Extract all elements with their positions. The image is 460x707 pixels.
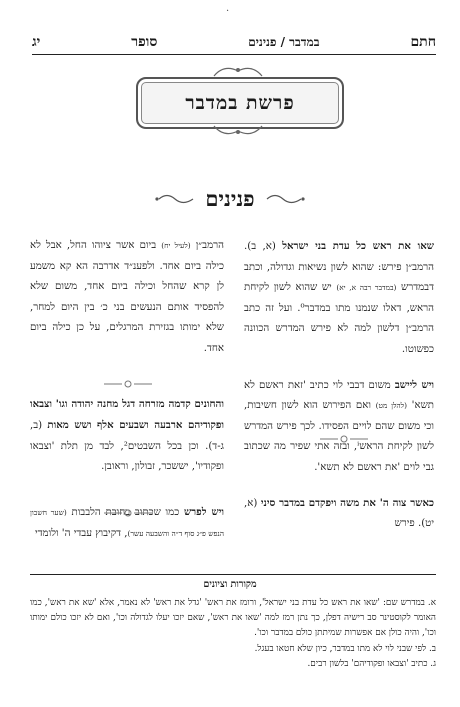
footnotes [30, 596, 436, 672]
verse-ref: (א, ב). [244, 241, 283, 252]
footnote: ב. לפי שבני לוי לא מתו במדבר, כיון שלא חטאו בעגל. [254, 643, 436, 654]
paragraph-text: כמו שכתוב בחובת הלבבות [66, 506, 184, 518]
paragraph-text: ביום אשר ציוהו החל, אבל לא כילה ביום אחד. ולפענ״ד אדרבה הא קא משמע לן קרא שהחל וכילה ביום אחד, משום שלא להפסיד אותם הנעשים בני כ׳ בין היום למחר, שלא ימותו בגזירת המרגלים, על כן כילה ביום אחד. [30, 240, 224, 354]
verse-ref: (ב, ג-ד). [30, 420, 225, 452]
source-ref: (במדבר רבה א, יא) [336, 283, 397, 293]
paragraph-text: יש שהוא לשון לקיחת הראש, דאלו שנמנו מתו במדבר⁰. ועל זה כתב הרמב״ן דלשון למה לא פירש המדרש הכוונה כפשוטו. [244, 282, 434, 355]
source-ref: (לעיל יח) [161, 241, 191, 250]
paragraph-text: ואם הפירוש הוא לשון חשיבות, וכי משום שהם לויים הפסידו. לכך פירש המדרש לשון לקיחת הראשⁱ, ובזה אתי שפיר מה שכתוב גבי לוים 'את ראשם לא תשא'. [244, 400, 434, 473]
section-title: פנינים [205, 186, 255, 211]
lemma: והחונים קדמה מזרחה דגל מחנה יהודה וגו' וצבאו ופקודיהם ארבעה ושבעים אלף ושש מאות [30, 397, 224, 432]
running-header [32, 30, 436, 55]
lemma: ויש ליישב [394, 378, 434, 391]
right-column [244, 236, 434, 535]
banner-ornament-bottom-icon [210, 124, 266, 138]
paragraph-text: משום דבבי לוי כתיב 'זאת ראשם לא תשא' [244, 379, 434, 412]
paragraph [30, 236, 224, 360]
verse-ref: (א, יט). [244, 497, 434, 530]
header-center: במדבר / פנינים [248, 34, 320, 49]
paragraph-text: פירש [394, 518, 415, 530]
paragraph-text: וכן בכל השבטים², לבד מן תלת 'וצבאו ופקודיו', יששכר, זבולון, וראובן. [30, 440, 224, 473]
left-column [30, 236, 224, 544]
footnotes-title: מקורות וציונים [203, 579, 257, 590]
paragraph-text: , דקיבוץ עבדי ה' ולומדי [34, 527, 128, 539]
footnote: ג. כתיב 'וצבאו ופקודיהם' בלשון רבים. [307, 658, 436, 669]
top-mark: · [226, 6, 230, 17]
source-ref: (שער חשבון הנפש פ״ג סוף ד״ה והשבעה עשר) [30, 507, 224, 538]
lemma: כאשר צוה ה' את משה ויפקדם במדבר סיני [260, 496, 434, 509]
paragraph [244, 236, 434, 361]
header-right: חתם [410, 33, 436, 50]
banner-ornament-top-icon [210, 64, 266, 78]
parsha-banner [136, 77, 344, 129]
divider-ornament-icon [102, 379, 154, 389]
footnote: א. במדרש שם: 'שאו את ראש כל עדת בני ישראל', ורומז את ראש' 'גדל את ראש' לא נאמר, אלא 'שא את ראש', כמו האומר לקוסטינר סב רישיה דפלן, כך נתן רמז למה 'שאו את ראש', שאם יזכו יעלו לגדולה וכו', ואם לא יזכו כולם ימותו וכו', והיה כולן אם אפשרות שמיתתן כולם במדבר וכו'. [30, 598, 436, 639]
paragraph [244, 375, 434, 479]
lemma: שאו את ראש כל עדת בני ישראל [282, 240, 434, 252]
section-heading [152, 183, 308, 215]
flourish-left-icon [265, 191, 305, 207]
divider-ornament-icon [102, 508, 154, 518]
paragraph [30, 394, 224, 478]
header-page-number: יג [32, 33, 41, 50]
header-book: סופר [131, 33, 158, 50]
parsha-title: פרשת במדבר [185, 91, 295, 114]
paragraph-text: הרמב״ן [190, 240, 224, 251]
source-ref: (להלן מט) [375, 401, 408, 411]
lemma: ויש לפרש [183, 505, 225, 518]
divider-ornament-icon [318, 434, 370, 444]
footnote-rule [30, 574, 436, 575]
paragraph-text: הרמב״ן פירש: שהוא לשון נשיאות וגדולה, וכתב דבמדרש [244, 261, 434, 294]
flourish-right-icon [155, 191, 195, 207]
paragraph [244, 493, 434, 535]
